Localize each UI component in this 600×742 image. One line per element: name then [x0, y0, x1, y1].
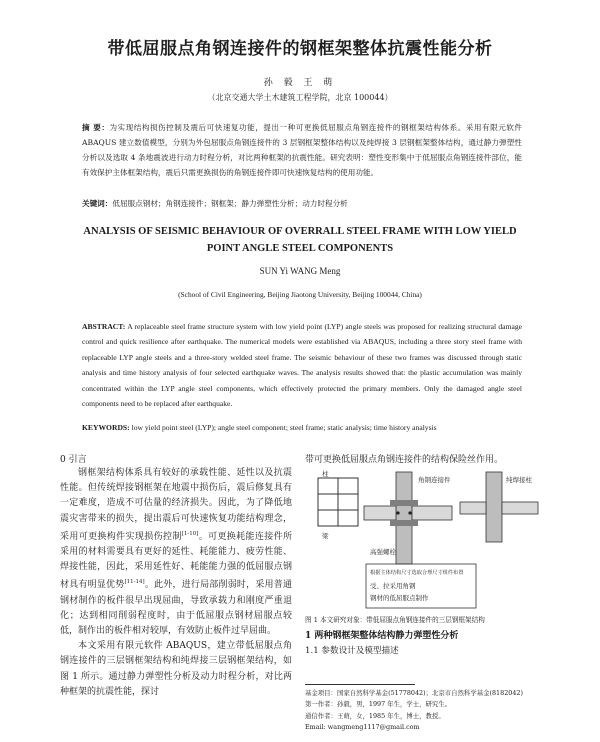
authors-cn: 孙 毅 王 萌	[263, 78, 337, 88]
figure-label-welded-column: 纯焊接柱	[506, 476, 532, 484]
footnote-fund: 基金项目：国家自然科学基金(51778042)；北京市自然科学基金(8182042)	[305, 689, 523, 697]
figure-label-angle-component: 角钢连接件	[418, 476, 451, 484]
welded-beam-right	[502, 502, 538, 514]
figure-label-size-note: 根据主体结构尺寸选取合理尺寸组件布置	[370, 570, 464, 576]
intro-p1-part-c: 。此外，进行局部削弱时，采用普通钢材制作的板件很早出现屈曲，导致承载力和刚度严重退化；达到相同削弱程度时，由于低屈服点钢材屈服点较低，制作出的板件相对较厚，有效防止板件过早屈曲。	[60, 580, 292, 637]
affiliation-en: (School of Civil Engineering, Beijing Jiaotong University, Beijing 100044, China)	[178, 290, 422, 299]
beam-member-right	[412, 506, 452, 520]
footnote-divider	[305, 684, 415, 685]
paper-title-en: ANALYSIS OF SEISMIC BEHAVIOUR OF OVERRALL STEEL FRAME WITH LOW YIELD POINT ANGLE STEEL COMPONENTS	[83, 226, 517, 254]
footnote-email: Email: wangmeng1117@gmail.com	[305, 723, 420, 732]
authors-en: SUN Yi WANG Meng	[259, 266, 341, 276]
welded-column	[486, 472, 502, 542]
abstract-cn-label: 摘 要：	[82, 123, 110, 132]
intro-p1-part-b: 。可更换耗能连接件所采用的材料需要具有更好的延性、耗能能力、疲劳性能、焊接性能，因此，采用延性好、耗能能力强的低屈服点钢材具有明显优势	[60, 531, 292, 591]
keywords-en-text: low yield point steel (LYP); angle steel component; steel frame; static analysis; time history analysis	[131, 423, 437, 432]
angle-bottom	[390, 520, 418, 526]
welded-beam-left	[460, 502, 486, 514]
keywords-en-label: KEYWORDS:	[82, 423, 130, 432]
section-heading-1: 1 两种钢框架整体结构静力弹塑性分析	[305, 631, 459, 641]
intro-paragraph-1	[60, 466, 292, 639]
angle-top	[390, 500, 418, 506]
keywords-cn	[82, 198, 522, 209]
keywords-cn-label: 关键词：	[82, 199, 113, 208]
beam-member-left	[364, 506, 396, 520]
abstract-en-text: A replaceable steel frame structure system with low yield point (LYP) angle steels was proposed for realizing structural damage control and quick resilience after earthquake. The numerical models were established via ABAQUS, including a three story steel frame with replaceable LYP angle steels and a three-story welded steel frame. The seismic behaviour of these two frames was discussed through static analysis and time history analysis of four selected earthquake waves. The analysis results showed that: the plastic accumulation was mainly concentrated within the LYP angle steel components, which effectively protected the primary members. Only the damaged angle steel components need to be replaced after earthquake.	[82, 322, 522, 409]
intro-continuation: 带可更换低屈服点角钢连接件的结构保险丝作用。	[305, 455, 504, 465]
figure-1-diagram	[310, 468, 542, 610]
citation-1-10: [1-10]	[181, 530, 199, 537]
section-heading-intro: 0 引言	[60, 455, 87, 465]
footnote-author1: 第一作者：孙毅，男，1997 年生，学士，研究生。	[305, 700, 452, 709]
subsection-heading-1-1: 1.1 参数设计及模型描述	[305, 646, 399, 656]
figure-label-column: 柱	[322, 470, 329, 478]
footnotes	[305, 688, 545, 734]
figure-label-beam: 梁	[322, 532, 329, 540]
column-member	[396, 472, 412, 564]
keywords-en	[82, 423, 522, 432]
figure-label-angle-note: 受、拉采用角钢	[370, 582, 416, 590]
paper-title-cn: 带低屈服点角钢连接件的钢框架整体抗震性能分析	[107, 39, 493, 59]
figure-1-caption: 图 1 本文研究对象：带低屈服点角钢连接件的三层钢框架结构	[305, 616, 485, 624]
figure-label-bolt: 高强螺栓	[370, 548, 396, 556]
bolt	[396, 511, 399, 514]
bolt	[408, 511, 411, 514]
abstract-en	[82, 319, 522, 411]
abstract-cn-text: 为实现结构损伤控制及震后可快速复功能，提出一种可更换低屈服点角钢连接件的钢框架结构体系。采用有限元软件 ABAQUS 建立数值模型，分别为外包屈服点角钢连接件的 3 层钢框架整体结构以及纯焊接 3 层钢框架整体结构，通过静力弹塑性分析以及选取 4 条地震波进行动力时程分析，对比两种框架的抗震性能。研究表明：塑性变形集中于低屈服点角钢连接件部位，能有效保护主体框架结构，震后只需更换损伤的角钢连接件即可快速恢复结构的使用功能。	[82, 123, 522, 177]
intro-body	[60, 466, 292, 700]
figure-label-material-note: 钢材的低屈服点制作	[370, 594, 429, 602]
footnote-author2: 通信作者：王萌，女，1985 年生，博士，教授。	[305, 711, 445, 720]
abstract-en-label: ABSTRACT:	[82, 322, 126, 331]
citation-11-14: [11-14]	[124, 579, 145, 586]
keywords-cn-text: 低屈服点钢材；角钢连接件；钢框架；静力弹塑性分析；动力时程分析	[112, 199, 348, 208]
abstract-cn	[82, 120, 522, 180]
intro-paragraph-2: 本文采用有限元软件 ABAQUS，建立带低屈服点角钢连接件的三层钢框架结构和纯焊接三层钢框架结构，如图 1 所示。通过静力弹塑性分析及动力时程分析，对比两种框架的抗震性能，探讨	[60, 641, 292, 697]
affiliation-cn: （北京交通大学土木建筑工程学院，北京 100044）	[207, 93, 393, 102]
frame-sketch	[318, 478, 358, 526]
intro-p1-part-a: 钢框架结构体系具有较好的承载性能、延性以及抗震性能。但传统焊接钢框架在地震中损伤后，震后修复具有一定难度，造成不可估量的经济损失。因此，为了降低地震灾害带来的损失，提出震后可快速恢复功能结构理念，采用可更换构件实现损伤控制	[60, 468, 292, 542]
